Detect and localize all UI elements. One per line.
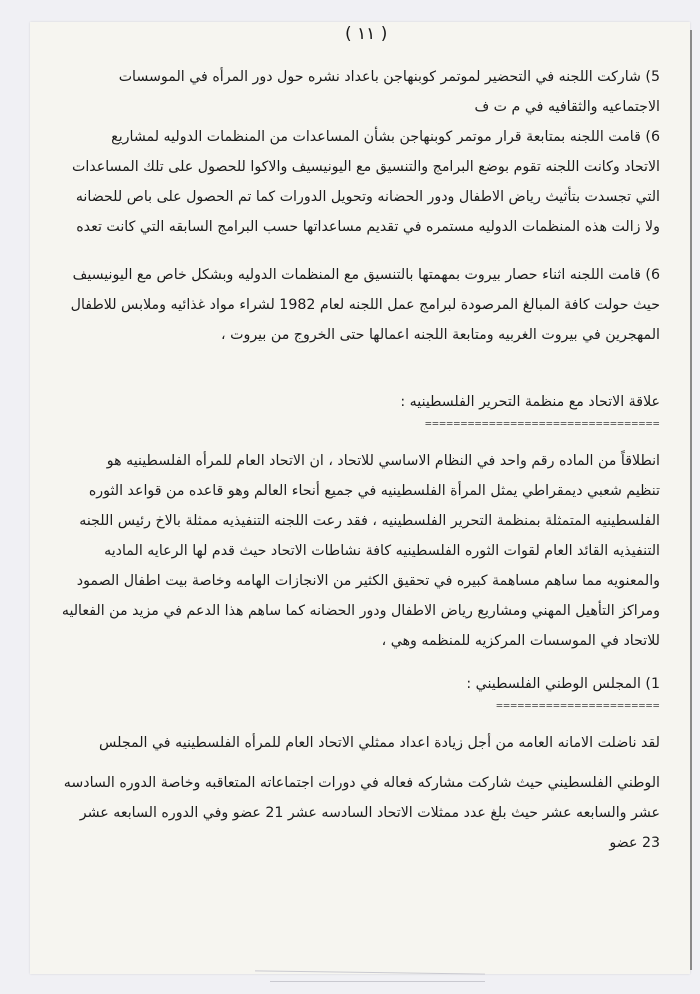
text-line: ومراكز التأهيل المهني ومشاريع رياض الاطفال ودور الحضانه كما ساهم هذا الدعم في مزيد من الفعاليه [61, 603, 660, 619]
text-line: للاتحاد في الموسسات المركزيه للمنظمه وهي ، [381, 633, 660, 649]
text-line: لقد ناضلت الامانه العامه من أجل زيادة اعداد ممثلي الاتحاد العام للمرأه الفلسطينيه في المجلس [99, 735, 660, 751]
text-line: 6) قامت اللجنه بمتابعة قرار موتمر كوبنهاجن بشأن المساعدات من المنظمات الدوليه لمشاريع [111, 129, 660, 145]
text-line: المهجرين في بيروت الغربيه ومتابعة اللجنه اعمالها حتى الخروج من بيروت ، [221, 327, 660, 343]
section-plo-relation [60, 388, 660, 656]
text-line: التي تجسدت بتأثيث رياض الاطفال ودور الحضانه وتحويل الدورات كما تم الحصول على باص للحضانه [75, 189, 660, 205]
text-line: الاجتماعيه والثقافيه في م ت ف [474, 99, 660, 115]
text-line: 5) شاركت اللجنه في التحضير لموتمر كوبنهاجن باعداد نشره حول دور المرأه في الموسسات [118, 69, 660, 85]
list-item-5 [60, 62, 660, 122]
text-line: الفلسطينيه المتمثلة بمنظمة التحرير الفلسطينيه ، فقد رعت اللجنه التنفيذيه ممثلة بالاخ رئيس اللجنه [79, 513, 660, 529]
heading-underline: ======================= [496, 699, 660, 712]
section-heading: 1) المجلس الوطني الفلسطيني : [466, 676, 660, 692]
text-line: تنظيم شعبي ديمقراطي يمثل المرأة الفلسطينيه في جميع أنحاء العالم وهو قاعده من قواعد الثوره [88, 483, 660, 499]
list-item-6a [60, 122, 660, 242]
section-pnc [60, 670, 660, 858]
document-page [30, 22, 690, 974]
text-line: حيث حولت كافة المبالغ المرصودة لبرامج عمل اللجنه لعام 1982 لشراء مواد غذائيه وملابس للاطفال [70, 297, 660, 313]
list-item-6b [60, 260, 660, 350]
text-line: الوطني الفلسطيني حيث شاركت مشاركه فعاله في دورات اجتماعاته المتعاقبه وخاصة الدوره السادسه [63, 775, 660, 791]
heading-underline: ================================= [424, 417, 660, 430]
background-pencil-mark [270, 981, 485, 982]
text-line: الاتحاد وكانت اللجنه تقوم بوضع البرامج والتنسيق مع اليونيسيف والاكوا للحصول على تلك المساعدات [71, 159, 660, 175]
document-body [60, 62, 660, 858]
text-line: التنفيذيه القائد العام لقوات الثوره الفلسطينيه كافة نشاطات الاتحاد حيث قدم لها الرعايه الماديه [104, 543, 660, 559]
text-line: 23 عضو [609, 835, 660, 851]
text-line: والمعنويه مما ساهم مساهمة كبيره في تحقيق الكثير من الانجازات الهامه وخاصة بيت اطفال الصمود [76, 573, 660, 589]
text-line: 6) قامت اللجنه اثناء حصار بيروت بمهمتها بالتنسيق مع المنظمات الدوليه وبشكل خاص مع اليونيسيف [72, 267, 660, 283]
page-edge-shadow [690, 30, 692, 970]
text-line: انطلاقاً من الماده رقم واحد في النظام الاساسي للاتحاد ، ان الاتحاد العام للمرأه الفلسطينيه هو [106, 453, 660, 469]
page-number: ( ١١ ) [345, 24, 388, 44]
text-line: ولا زالت هذه المنظمات الدوليه مستمره في تقديم مساعداتها حسب البرامج السابقه التي كانت تعده [76, 219, 660, 235]
text-line: عشر والسابعه عشر حيث بلغ عدد ممثلات الاتحاد السادسه عشر 21 عضو وفي الدوره السابعه عشر [79, 805, 660, 821]
section-heading: علاقة الاتحاد مع منظمة التحرير الفلسطينيه : [400, 394, 660, 410]
